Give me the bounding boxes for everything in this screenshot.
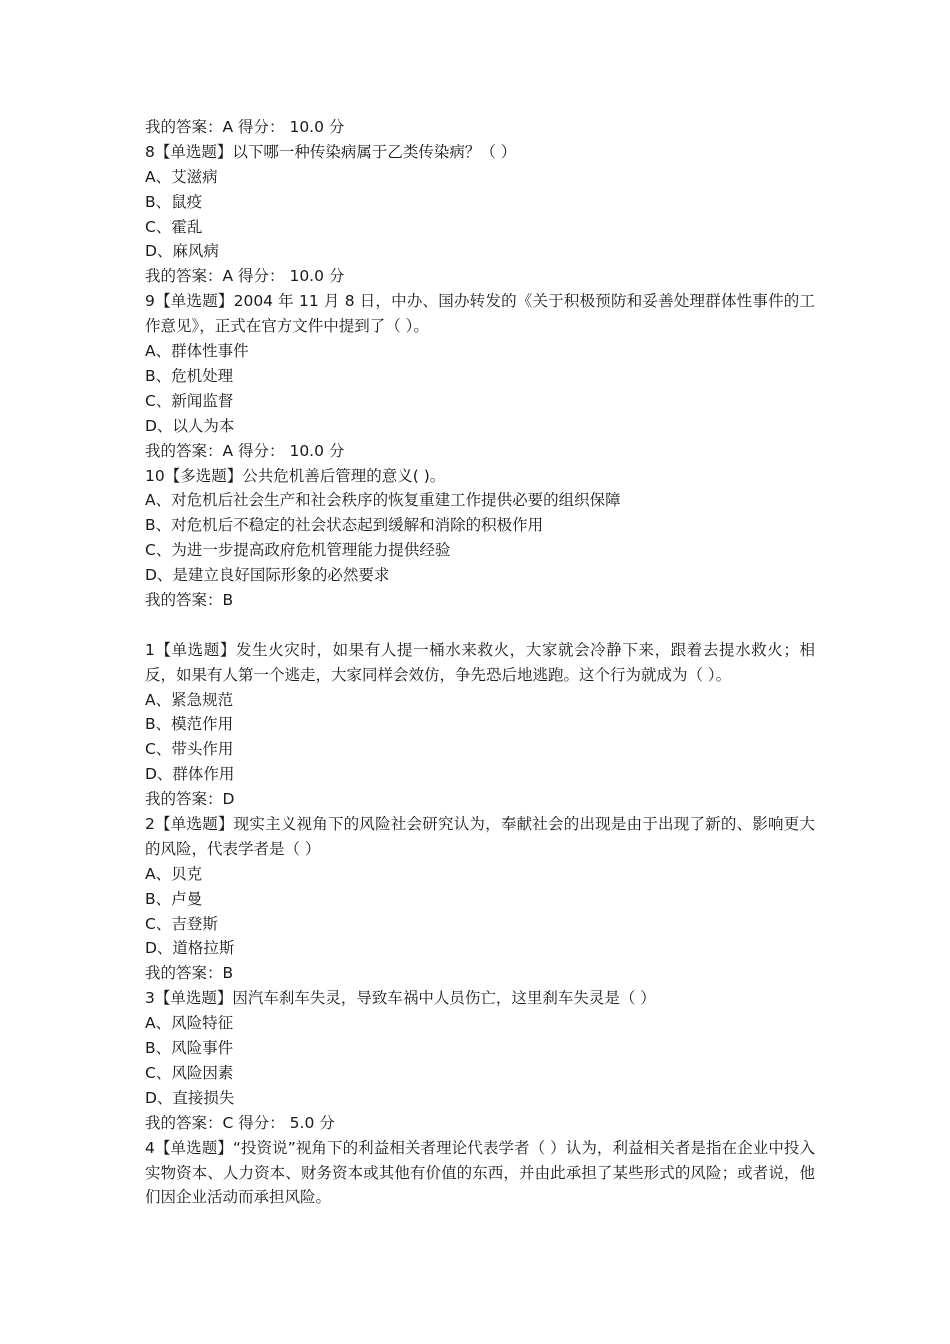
question-4-stem: 4【单选题】“投资说”视角下的利益相关者理论代表学者（ ）认为，利益相关者是指在企业中投入实物资本、人力资本、财务资本或其他有价值的东西，并由此承担了某些形式的风险；或者说，他们因企业活动而承担风险。: [145, 1138, 815, 1207]
question-8-stem: 8【单选题】以下哪一种传染病属于乙类传染病？（ ）: [145, 142, 517, 161]
option-line: A、艾滋病: [145, 167, 218, 186]
option-line: C、吉登斯: [145, 914, 218, 933]
option-line: B、模范作用: [145, 715, 234, 734]
option-line: A、风险特征: [145, 1014, 234, 1033]
answer-line: 我的答案：C 得分： 5.0 分: [145, 1113, 335, 1132]
answer-line: 我的答案：D: [145, 790, 235, 809]
document-body: [145, 115, 815, 1210]
option-line: B、对危机后不稳定的社会状态起到缓解和消除的积极作用: [145, 516, 544, 535]
option-line: D、直接损失: [145, 1088, 235, 1107]
option-line: B、卢曼: [145, 889, 203, 908]
answer-line: 我的答案：A 得分： 10.0 分: [145, 441, 345, 460]
question-3-stem: 3【单选题】因汽车刹车失灵，导致车祸中人员伤亡，这里刹车失灵是（ ）: [145, 989, 656, 1008]
option-line: B、风险事件: [145, 1039, 234, 1058]
option-line: B、危机处理: [145, 366, 234, 385]
option-line: C、为进一步提高政府危机管理能力提供经验: [145, 541, 451, 560]
section-gap: [145, 613, 815, 638]
option-line: D、道格拉斯: [145, 939, 235, 958]
question-2-stem: 2【单选题】现实主义视角下的风险社会研究认为，奉献社会的出现是由于出现了新的、影响更大的风险，代表学者是（ ）: [145, 815, 815, 858]
answer-line: 我的答案：B: [145, 590, 234, 609]
option-line: D、麻风病: [145, 242, 219, 261]
option-line: A、贝克: [145, 864, 203, 883]
answer-line: 我的答案：B: [145, 964, 234, 983]
option-line: D、是建立良好国际形象的必然要求: [145, 566, 390, 585]
question-1-stem: 1【单选题】发生火灾时，如果有人提一桶水来救火，大家就会冷静下来，跟着去提水救火；相反，如果有人第一个逃走，大家同样会效仿，争先恐后地逃跑。这个行为就成为（ ）。: [145, 640, 815, 684]
question-10-stem: 10【多选题】公共危机善后管理的意义( )。: [145, 466, 446, 485]
option-line: C、风险因素: [145, 1063, 234, 1082]
option-line: C、带头作用: [145, 740, 234, 759]
option-line: A、对危机后社会生产和社会秩序的恢复重建工作提供必要的组织保障: [145, 491, 621, 510]
option-line: A、群体性事件: [145, 342, 249, 361]
answer-line: 我的答案：A 得分： 10.0 分: [145, 118, 345, 136]
option-line: C、新闻监督: [145, 391, 234, 410]
answer-line: 我的答案：A 得分： 10.0 分: [145, 267, 345, 286]
option-line: D、群体作用: [145, 765, 235, 784]
option-line: C、霍乱: [145, 217, 203, 236]
question-9-stem: 9【单选题】2004 年 11 月 8 日，中办、国办转发的《关于积极预防和妥善处理群体性事件的工作意见》，正式在官方文件中提到了（ ）。: [145, 292, 815, 336]
option-line: A、紧急规范: [145, 690, 234, 709]
option-line: B、鼠疫: [145, 192, 203, 211]
option-line: D、以人为本: [145, 416, 235, 435]
